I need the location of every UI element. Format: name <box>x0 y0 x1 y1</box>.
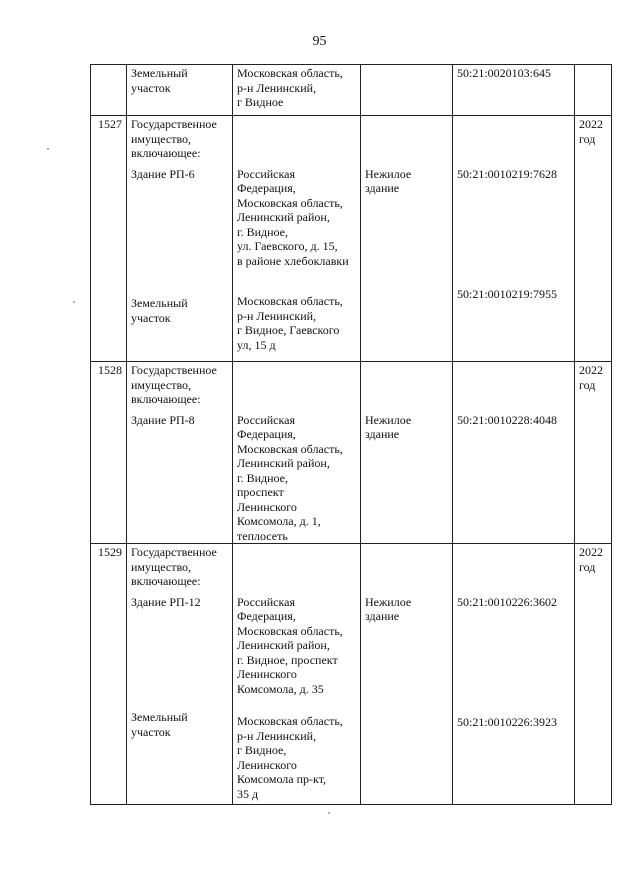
object-name-cell: Государственное имущество, включающее: Здание РП-6 Земельный участок <box>127 116 233 362</box>
table-row <box>91 116 612 362</box>
address-cell: Российская Федерация, Московская область, Ленинский район, г. Видное, проспект Ленинского Комсомола, д. 35 Московская область, р-н Ленинский, г Видное, Ленинского Комсомола пр-кт, 35 д <box>233 544 361 805</box>
object-type-cell <box>361 65 453 116</box>
table-row <box>91 362 612 544</box>
object-type-cell: Нежилое здание <box>361 544 453 805</box>
scan-speck <box>73 301 75 303</box>
year-cell: 2022 год <box>575 362 612 544</box>
row-number-cell: 1529 <box>91 544 127 805</box>
row-number-cell: 1527 <box>91 116 127 362</box>
object-type-cell: Нежилое здание <box>361 116 453 362</box>
address-cell: Российская Федерация, Московская область, Ленинский район, г. Видное, ул. Гаевского, д. 15, в районе хлебоклавки Московская область, р-н Ленинский, г Видное, Гаевского ул, 15 д <box>233 116 361 362</box>
cadastral-number-cell: 50:21:0020103:645 <box>453 65 575 116</box>
row-number-cell: 1528 <box>91 362 127 544</box>
object-name-cell: Земельный участок <box>127 65 233 116</box>
address-cell: Российская Федерация, Московская область, Ленинский район, г. Видное, проспект Ленинского Комсомола, д. 1, теплосеть <box>233 362 361 544</box>
table-row <box>91 65 612 116</box>
object-name-cell: Государственное имущество, включающее: Здание РП-12 Земельный участок <box>127 544 233 805</box>
page-number: 95 <box>312 34 327 49</box>
scan-speck <box>47 148 49 150</box>
year-cell <box>575 65 612 116</box>
address-cell: Московская область, р-н Ленинский, г Видное <box>233 65 361 116</box>
year-cell: 2022 год <box>575 116 612 362</box>
row-number-cell <box>91 65 127 116</box>
year-cell: 2022 год <box>575 544 612 805</box>
object-name-cell: Государственное имущество, включающее: Здание РП-8 <box>127 362 233 544</box>
cadastral-number-cell: 50:21:0010226:3602 50:21:0010226:3923 <box>453 544 575 805</box>
table-row <box>91 544 612 805</box>
scan-speck <box>328 812 330 814</box>
cadastral-number-cell: 50:21:0010219:7628 50:21:0010219:7955 <box>453 116 575 362</box>
object-type-cell: Нежилое здание <box>361 362 453 544</box>
property-registry-table <box>90 64 612 805</box>
cadastral-number-cell: 50:21:0010228:4048 <box>453 362 575 544</box>
